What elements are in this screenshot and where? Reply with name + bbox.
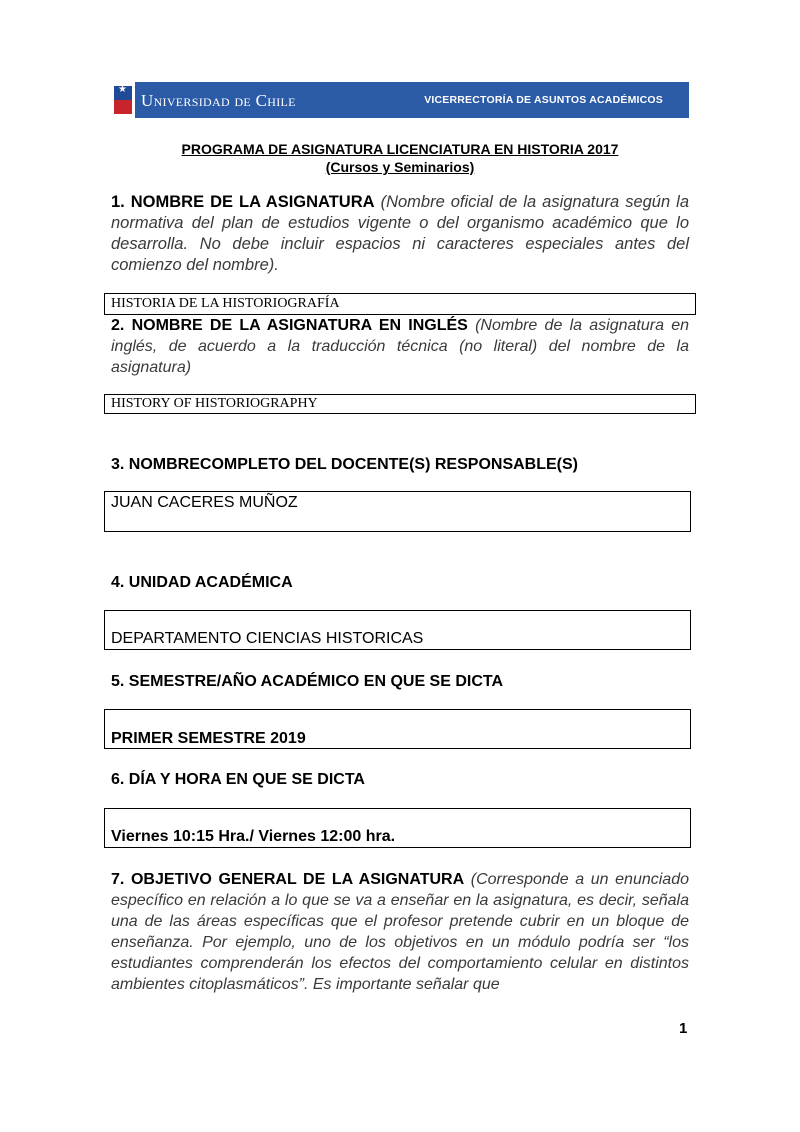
section-6-heading: 6. DÍA Y HORA EN QUE SE DICTA (111, 771, 365, 788)
section-1-heading: 1. NOMBRE DE LA ASIGNATURA (111, 193, 375, 211)
vicerrectoria-label: VICERRECTORÍA DE ASUNTOS ACADÉMICOS (424, 94, 663, 106)
section-5 (111, 671, 689, 692)
section-7-heading: 7. OBJETIVO GENERAL DE LA ASIGNATURA (111, 871, 465, 888)
section-4-value: DEPARTAMENTO CIENCIAS HISTORICAS (111, 630, 424, 647)
section-3-heading: 3. NOMBRECOMPLETO DEL DOCENTE(S) RESPONSABLE(S) (111, 456, 578, 473)
section-2-value: HISTORY OF HISTORIOGRAPHY (111, 396, 318, 411)
section-1-value: HISTORIA DE LA HISTORIOGRAFÍA (111, 296, 340, 311)
document-title: PROGRAMA DE ASIGNATURA LICENCIATURA EN HISTORIA 2017 (181, 141, 619, 157)
section-5-heading: 5. SEMESTRE/AÑO ACADÉMICO EN QUE SE DICTA (111, 673, 504, 690)
section-2-note: (Nombre de la asignatura en inglés, de acuerdo a la traducción técnica (no literal) del nombre de la asignatura) (111, 317, 689, 376)
section-2-value-box (104, 394, 696, 414)
section-6-value: Viernes 10:15 Hra./ Viernes 12:00 hra. (111, 828, 396, 845)
section-6-value-box (104, 808, 691, 848)
section-7 (111, 869, 689, 995)
section-3-value-box (104, 491, 691, 532)
section-2 (111, 315, 689, 378)
section-4-heading: 4. UNIDAD ACADÉMICA (111, 574, 293, 591)
page-number: 1 (679, 1020, 688, 1037)
section-4-value-box (104, 610, 691, 650)
section-2-heading: 2. NOMBRE DE LA ASIGNATURA EN INGLÉS (111, 317, 468, 334)
section-1 (111, 192, 689, 276)
header-banner (111, 82, 689, 118)
section-1-note: (Nombre oficial de la asignatura según la normativa del plan de estudios vigente o del organismo académico que lo desarrolla. No debe incluir espacios ni caracteres especiales antes del comienzo del nombre). (111, 193, 689, 274)
section-7-note: (Corresponde a un enunciado específico en relación a lo que se va a enseñar en la asignatura, es decir, señala una de las áreas específicas que el profesor pretende cubrir en un bloque de enseñanza. Por ejemplo, uno de los objetivos en un módulo podría ser “los estudiantes comprenderán los efectos del comportamiento celular en distintos ambientes citoplasmáticos”. Es importante señalar que (111, 871, 689, 993)
university-name: Universidad de Chile (141, 91, 296, 110)
section-3-value: JUAN CACERES MUÑOZ (111, 494, 298, 511)
document-subtitle: (Cursos y Seminarios) (325, 159, 475, 175)
section-4 (111, 572, 689, 593)
section-5-value: PRIMER SEMESTRE 2019 (111, 730, 306, 747)
section-5-value-box (104, 709, 691, 749)
star-icon: ★ (118, 84, 127, 95)
section-1-value-box (104, 293, 696, 315)
section-6 (111, 769, 689, 790)
university-logo (111, 82, 135, 118)
section-3 (111, 454, 689, 475)
